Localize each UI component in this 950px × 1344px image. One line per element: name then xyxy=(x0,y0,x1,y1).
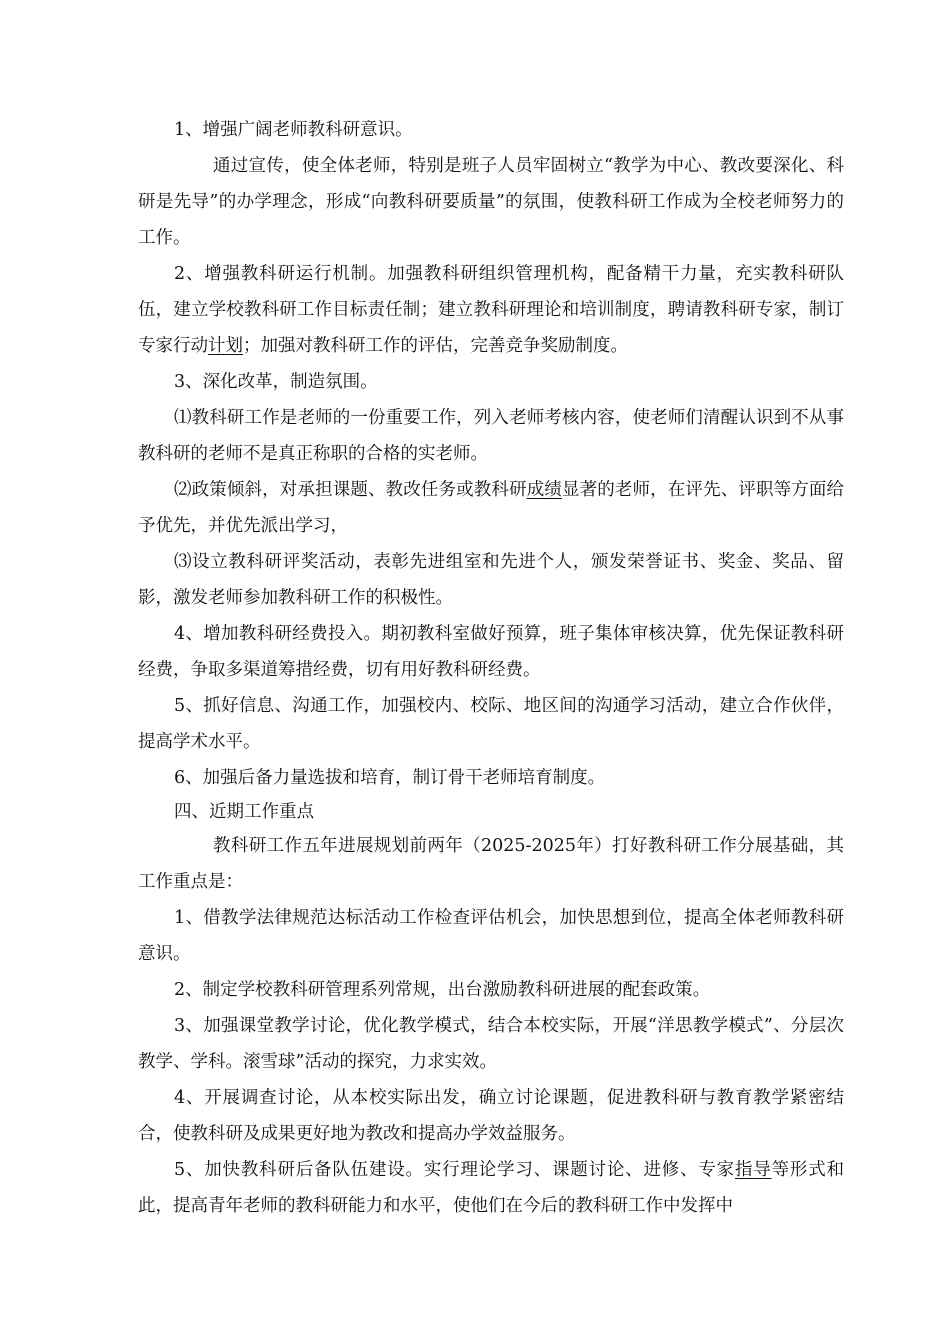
paragraph-17-text-a: 5、加快教科研后备队伍建设。实行理论学习、课题讨论、进修、专家 xyxy=(174,1160,735,1180)
underlined-term-achievement: 成绩 xyxy=(526,480,562,500)
paragraph-6-text-b: 显著的老师，在评先、评职等方面给予优先，并优先派出学习， xyxy=(138,480,845,536)
paragraph-15: 3、加强课堂教学讨论，优化教学模式，结合本校实际，开展“洋思教学模式”、分层次教学、学科。滚雪球”活动的探究，力求实效。 xyxy=(138,1016,844,1072)
paragraph-10: 6、加强后备力量选拔和培育，制订骨干老师培育制度。 xyxy=(174,768,606,788)
paragraph-3-text-a: 2、增强教科研运行机制。加强教科研组织管理机构，配备精干力量，充实教科研队伍，建立学校教科研工作目标责任制；建立教科研理论和培训制度，聘请教科研专家，制订专家行动 xyxy=(138,264,844,356)
paragraph-2: 通过宣传，使全体老师，特别是班子人员牢固树立“教学为中心、教改要深化、科研是先导”的办学理念，形成“向教科研要质量”的氛围，使教科研工作成为全校老师努力的工作。 xyxy=(138,156,844,248)
paragraph-8: 4、增加教科研经费投入。期初教科室做好预算，班子集体审核决算，优先保证教科研经费，争取多渠道筹措经费，切有用好教科研经费。 xyxy=(138,624,844,680)
paragraph-16: 4、开展调查讨论，从本校实际出发，确立讨论课题，促进教科研与教育教学紧密结合，使教科研及成果更好地为教改和提高办学效益服务。 xyxy=(138,1088,844,1144)
paragraph-5: ⑴教科研工作是老师的一份重要工作，列入老师考核内容，使老师们清醒认识到不从事教科研的老师不是真正称职的合格的实老师。 xyxy=(138,408,844,464)
paragraph-6 xyxy=(138,472,844,544)
paragraph-17 xyxy=(138,1152,844,1224)
paragraph-13: 1、借教学法律规范达标活动工作检查评估机会，加快思想到位，提高全体老师教科研意识。 xyxy=(138,908,844,964)
paragraph-1: 1、增强广阔老师教科研意识。 xyxy=(174,120,413,140)
document-body xyxy=(138,112,844,1224)
paragraph-3-text-b: ；加强对教科研工作的评估，完善竞争奖励制度。 xyxy=(243,336,628,356)
underlined-term-guidance: 指导 xyxy=(734,1160,772,1180)
paragraph-17-text-b: 等形式和此，提高青年老师的教科研能力和水平，使他们在今后的教科研工作中发挥中 xyxy=(138,1160,844,1216)
paragraph-6-text-a: ⑵政策倾斜，对承担课题、教改任务或教科研 xyxy=(174,480,527,500)
paragraph-4: 3、深化改革，制造氛围。 xyxy=(174,372,378,392)
paragraph-12: 教科研工作五年进展规划前两年（2025-2025年）打好教科研工作分展基础，其工作重点是： xyxy=(138,836,844,892)
paragraph-14: 2、制定学校教科研管理系列常规，出台激励教科研进展的配套政策。 xyxy=(174,980,711,1000)
section-heading: 四、近期工作重点 xyxy=(174,802,314,822)
paragraph-7: ⑶设立教科研评奖活动，表彰先进组室和先进个人，颁发荣誉证书、奖金、奖品、留影，激发老师参加教科研工作的积极性。 xyxy=(138,552,844,608)
paragraph-9: 5、抓好信息、沟通工作，加强校内、校际、地区间的沟通学习活动，建立合作伙伴，提高学术水平。 xyxy=(138,696,844,752)
paragraph-3 xyxy=(138,256,844,364)
underlined-term-plan: 计划 xyxy=(208,336,243,356)
